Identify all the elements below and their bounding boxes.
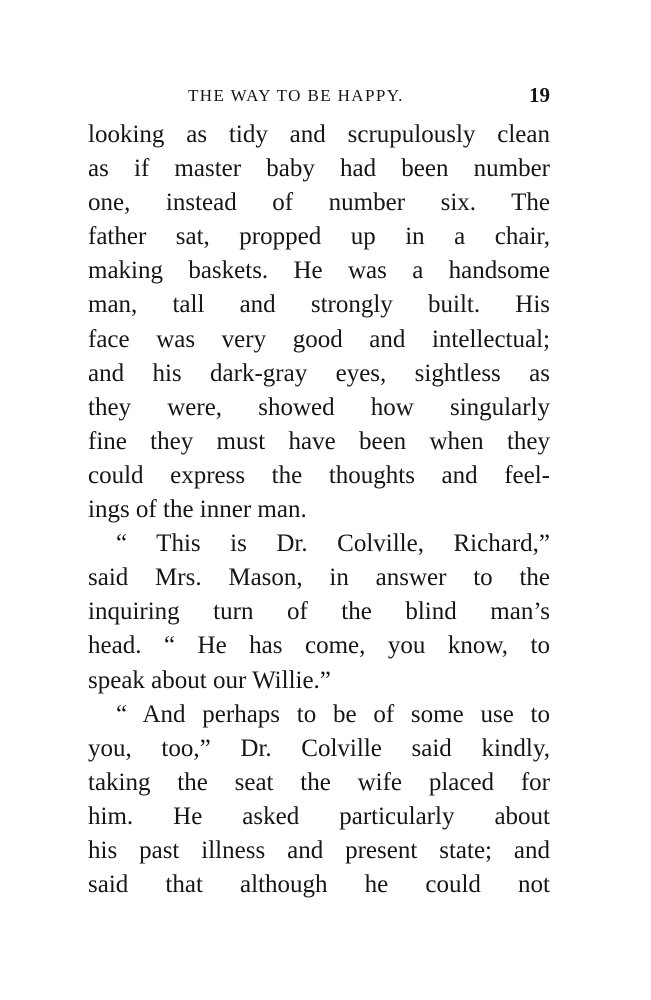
text-line: taking the seat the wife placed for	[88, 768, 550, 796]
text-line: they were, showed how singularly	[88, 393, 550, 421]
text-line: head. “ He has come, you know, to	[88, 632, 550, 660]
text-line: “ This is Dr. Colville, Richard,”	[116, 530, 550, 558]
text-line: speak about our Willie.”	[88, 666, 331, 694]
body-text	[88, 118, 550, 902]
text-line: making baskets. He was a handsome	[88, 257, 550, 285]
text-line: man, tall and strongly built. His	[88, 291, 550, 319]
text-line: and his dark-gray eyes, sightless as	[88, 359, 550, 387]
text-line: father sat, propped up in a chair,	[88, 223, 550, 251]
text-line: one, instead of number six. The	[88, 189, 550, 217]
text-line: him. He asked particularly about	[88, 802, 550, 830]
running-title: THE WAY TO BE HAPPY.	[188, 86, 404, 105]
text-line: looking as tidy and scrupulously clean	[88, 121, 550, 148]
text-line: “ And perhaps to be of some use to	[116, 700, 550, 728]
running-head	[88, 84, 550, 108]
text-line: could express the thoughts and feel-	[88, 461, 550, 489]
text-line: face was very good and intellectual;	[88, 325, 550, 353]
text-line: his past illness and present state; and	[88, 836, 550, 864]
text-line: inquiring turn of the blind man’s	[88, 598, 550, 626]
text-line: fine they must have been when they	[88, 427, 550, 455]
text-line: ings of the inner man.	[88, 496, 307, 524]
text-line: said that although he could not	[88, 871, 550, 899]
page-number: 19	[529, 83, 550, 107]
text-line: said Mrs. Mason, in answer to the	[88, 564, 550, 592]
text-line: you, too,” Dr. Colville said kindly,	[88, 734, 550, 762]
text-line: as if master baby had been number	[88, 155, 550, 183]
